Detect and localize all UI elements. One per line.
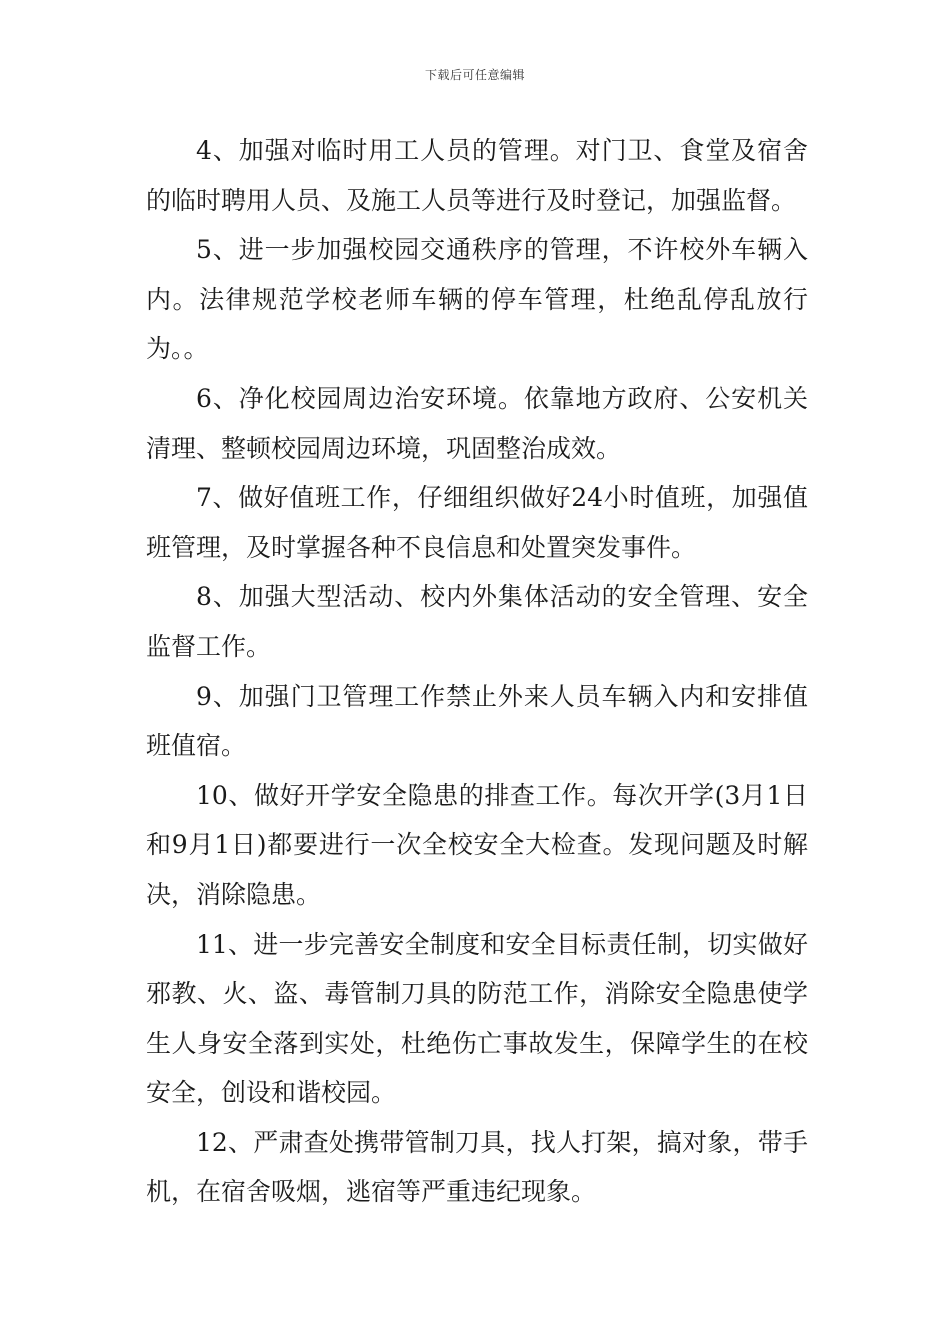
paragraph-8: 8、加强大型活动、校内外集体活动的安全管理、安全监督工作。 <box>146 582 808 661</box>
paragraph-12: 12、严肃查处携带管制刀具，找人打架，搞对象，带手机，在宿舍吸烟，逃宿等严重违纪现象。 <box>146 1127 808 1207</box>
paragraph-4: 4、加强对临时用工人员的管理。对门卫、食堂及宿舍的临时聘用人员、及施工人员等进行及时登记，加强监督。 <box>146 136 808 215</box>
paragraph-6: 6、净化校园周边治安环境。依靠地方政府、公安机关清理、整顿校园周边环境，巩固整治成效。 <box>146 383 808 463</box>
paragraph-5: 5、进一步加强校园交通秩序的管理，不许校外车辆入内。法律规范学校老师车辆的停车管理，杜绝乱停乱放行为。。 <box>146 235 808 364</box>
paragraph-10: 10、做好开学安全隐患的排查工作。每次开学(3月1日和9月1日)都要进行一次全校安全大检查。发现问题及时解决，消除隐患。 <box>146 780 808 909</box>
paragraph-9: 9、加强门卫管理工作禁止外来人员车辆入内和安排值班值宿。 <box>146 681 808 761</box>
header-note: 下载后可任意编辑 <box>424 68 525 82</box>
document-body <box>146 126 808 1217</box>
paragraph-7: 7、做好值班工作，仔细组织做好24小时值班，加强值班管理，及时掌握各种不良信息和处置突发事件。 <box>146 483 808 562</box>
paragraph-11: 11、进一步完善安全制度和安全目标责任制，切实做好邪教、火、盗、毒管制刀具的防范工作，消除安全隐患使学生人身安全落到实处，杜绝伤亡事故发生，保障学生的在校安全，创设和谐校园。 <box>146 929 808 1108</box>
